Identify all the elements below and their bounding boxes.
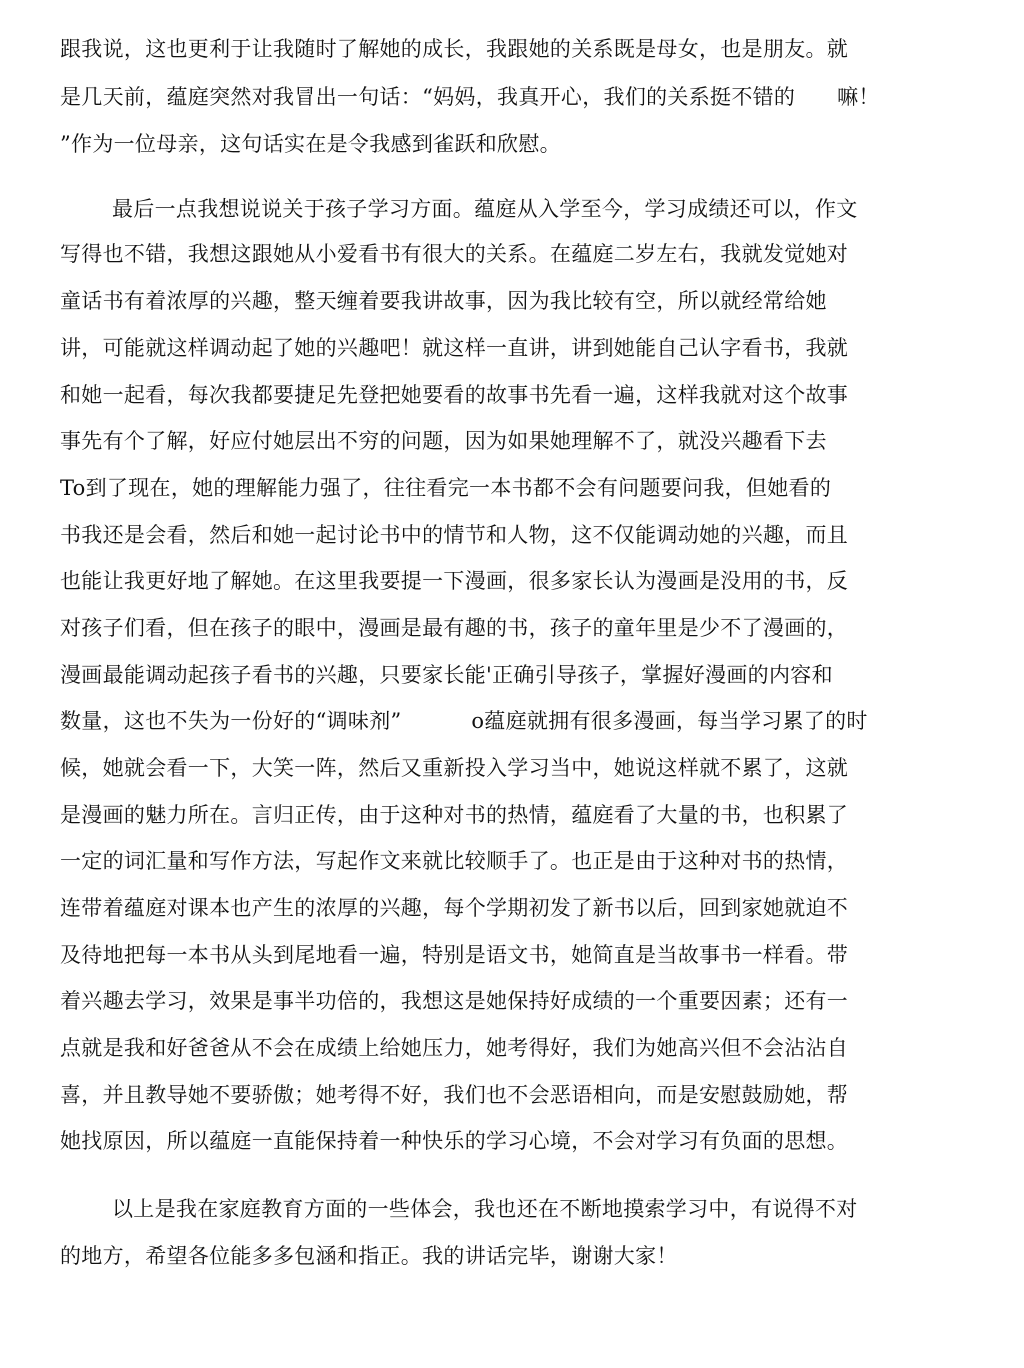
paragraph-2-line-20: 喜，并且教导她不要骄傲；她考得不好，我们也不会恶语相向，而是安慰鼓励她，帮 (60, 1083, 849, 1107)
paragraph-2-line-6: 事先有个了解，好应付她层出不穷的问题，因为如果她理解不了，就没兴趣看下去 (60, 429, 827, 453)
paragraph-2-line-10: 对孩子们看，但在孩子的眼中，漫画是最有趣的书，孩子的童年里是少不了漫画的， (60, 616, 849, 640)
paragraph-2-line-7: To到了现在，她的理解能力强了，往往看完一本书都不会有问题要问我，但她看的 (60, 476, 832, 500)
paragraph-1-line-1: 跟我说，这也更利于让我随时了解她的成长，我跟她的关系既是母女，也是朋友。就 (60, 37, 849, 61)
paragraph-2-line-21: 她找原因，所以蕴庭一直能保持着一种快乐的学习心境，不会对学习有负面的思想。 (60, 1129, 849, 1153)
paragraph-2-line-4: 讲，可能就这样调动起了她的兴趣吧！就这样一直讲，讲到她能自己认字看书，我就 (60, 336, 849, 360)
paragraph-2-line-8: 书我还是会看，然后和她一起讨论书中的情节和人物，这不仅能调动她的兴趣，而且 (60, 523, 849, 547)
paragraph-2-line-2: 写得也不错，我想这跟她从小爱看书有很大的关系。在蕴庭二岁左右，我就发觉她对 (60, 242, 849, 266)
paragraph-2-line-3: 童话书有着浓厚的兴趣，整天缠着要我讲故事，因为我比较有空，所以就经常给她 (60, 289, 827, 313)
paragraph-3-line-2: 的地方，希望各位能多多包涵和指正。我的讲话完毕，谢谢大家！ (60, 1244, 678, 1268)
paragraph-1-line-2: 是几天前，蕴庭突然对我冒出一句话：“妈妈，我真开心，我们的关系挺不错的 嘛！ (60, 85, 880, 109)
paragraph-3-line-1: 以上是我在家庭教育方面的一些体会，我也还在不断地摸索学习中，有说得不对 (112, 1197, 858, 1221)
paragraph-2-line-1: 最后一点我想说说关于孩子学习方面。蕴庭从入学至今，学习成绩还可以，作文 (112, 197, 858, 221)
paragraph-2-line-13: 候，她就会看一下，大笑一阵，然后又重新投入学习当中，她说这样就不累了，这就 (60, 756, 849, 780)
paragraph-1-line-3: ”作为一位母亲，这句话实在是令我感到雀跃和欣慰。 (60, 132, 561, 156)
paragraph-2-line-11: 漫画最能调动起孩子看书的兴趣，只要家长能'正确引导孩子，掌握好漫画的内容和 (60, 663, 833, 687)
paragraph-2-line-17: 及待地把每一本书从头到尾地看一遍，特别是语文书，她简直是当故事书一样看。带 (60, 943, 849, 967)
paragraph-2-line-16: 连带着蕴庭对课本也产生的浓厚的兴趣，每个学期初发了新书以后，回到家她就迫不 (60, 896, 849, 920)
paragraph-2-line-14: 是漫画的魅力所在。言归正传，由于这种对书的热情，蕴庭看了大量的书，也积累了 (60, 803, 849, 827)
paragraph-2-line-15: 一定的词汇量和写作方法，写起作文来就比较顺手了。也正是由于这种对书的热情， (60, 849, 849, 873)
paragraph-2-line-18: 着兴趣去学习，效果是事半功倍的，我想这是她保持好成绩的一个重要因素；还有一 (60, 989, 849, 1013)
paragraph-2-line-19: 点就是我和好爸爸从不会在成绩上给她压力，她考得好，我们为她高兴但不会沾沾自 (60, 1036, 849, 1060)
paragraph-2-line-12: 数量，这也不失为一份好的“调味剂” o蕴庭就拥有很多漫画，每当学习累了的时 (60, 709, 868, 733)
paragraph-2-line-9: 也能让我更好地了解她。在这里我要提一下漫画，很多家长认为漫画是没用的书，反 (60, 569, 849, 593)
paragraph-2-line-5: 和她一起看，每次我都要捷足先登把她要看的故事书先看一遍，这样我就对这个故事 (60, 383, 849, 407)
